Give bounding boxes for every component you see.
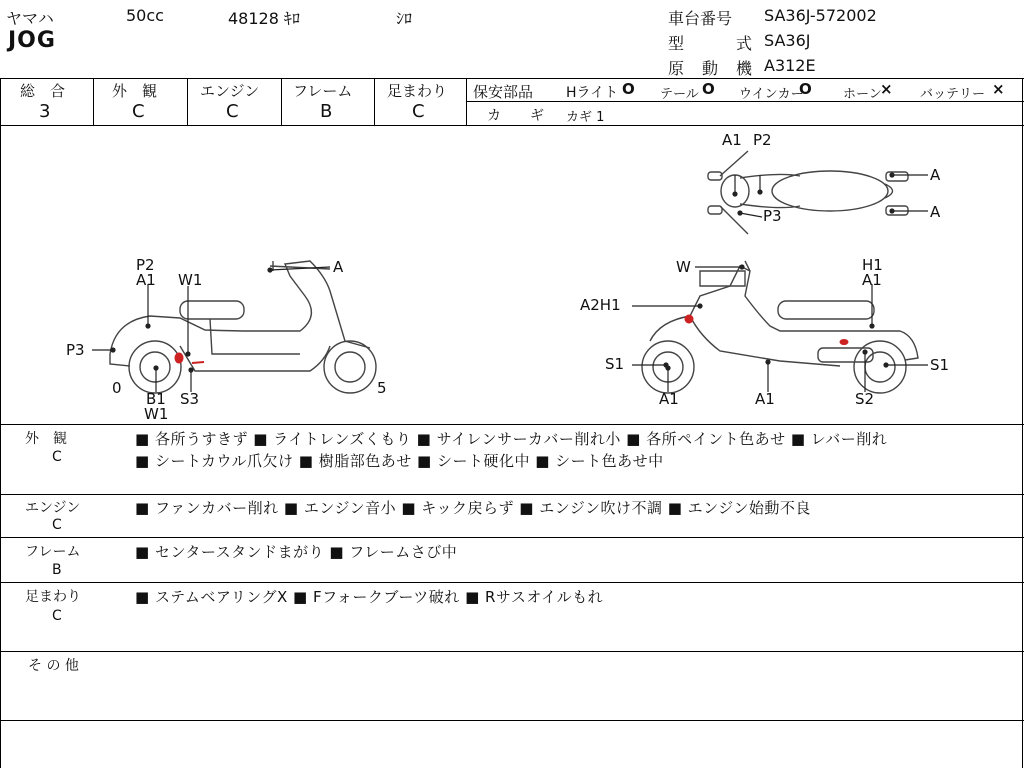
key-value: カギ 1 (566, 110, 605, 125)
safety-item-label: ウインカー (739, 87, 804, 102)
note-line: ■ ファンカバー削れ ■ エンジン音小 ■ キック戻らず ■ エンジン吹け不調 ■ エンジン始動不良 (135, 499, 811, 517)
model-name: JOG (8, 28, 56, 53)
section-label: フレーム (25, 544, 81, 560)
divider (0, 494, 1024, 495)
diagram-label: S3 (180, 390, 200, 408)
score-label: エンジン (200, 82, 260, 100)
section-grade: C (52, 517, 62, 533)
diagram-label: A1 (136, 271, 156, 289)
diagram-label: P2 (136, 256, 155, 274)
diagram-label: W1 (144, 405, 169, 423)
score-label: 外 観 (112, 82, 158, 100)
frame-no: SA36J-572002 (764, 6, 877, 25)
safety-item-label: バッテリー (920, 87, 986, 102)
score-value: B (320, 101, 333, 122)
score-label: 足まわり (387, 82, 448, 100)
safety-item-mark: O (622, 80, 635, 98)
safety-item-label: ホーン (843, 87, 882, 102)
diagram-label: A2H1 (580, 296, 621, 314)
score-value: 3 (39, 101, 51, 122)
type-label: 型 (668, 34, 685, 53)
safety-item-mark: × (992, 80, 1005, 98)
divider (0, 78, 1024, 79)
note-line: ■ 各所うすきず ■ ライトレンズくもり ■ サイレンサーカバー削れ小 ■ 各所ペイント色あせ ■ レバー削れ (135, 430, 888, 448)
score-label: フレーム (293, 82, 353, 100)
diagram-label: H1 (862, 256, 883, 274)
safety-item-label: Hライト (566, 85, 619, 101)
key-label: カ (487, 108, 501, 124)
score-value: C (412, 101, 425, 122)
divider (93, 78, 94, 125)
diagram-label: A (333, 258, 344, 276)
diagram-label: S1 (605, 355, 625, 373)
score-value: C (132, 101, 145, 122)
diagram-label: S1 (930, 356, 950, 374)
diagram-label: 5 (377, 379, 387, 397)
note-line: ■ シートカウル爪欠け ■ 樹脂部色あせ ■ シート硬化中 ■ シート色あせ中 (135, 452, 664, 470)
safety-item-mark: O (702, 80, 715, 98)
engine-label-2: 動 (702, 59, 719, 78)
diagram-label: A1 (755, 390, 775, 408)
safety-title: 保安部品 (473, 83, 534, 101)
diagram-label: W1 (178, 271, 203, 289)
section-label: 足まわり (25, 589, 81, 605)
safety-item-mark: × (880, 80, 893, 98)
displacement: 50cc (126, 6, 164, 25)
engine-label-1: 原 (668, 59, 685, 78)
engine-value: A312E (764, 56, 816, 75)
diagram-label: W (676, 258, 691, 276)
frame-no-label: 車台番号 (668, 9, 733, 28)
divider (0, 651, 1024, 652)
mileage: 48128 ｷﾛ (228, 9, 300, 28)
divider (187, 78, 188, 125)
diagram-label: 0 (112, 379, 122, 397)
damage-mark (840, 340, 848, 345)
damage-mark (175, 353, 183, 363)
section-grade: C (52, 608, 62, 624)
type-value: SA36J (764, 31, 811, 50)
scooter-top-view (708, 151, 908, 234)
note-line: ■ ステムベアリングX ■ Fフォークブーツ破れ ■ Rサスオイルもれ (135, 588, 604, 606)
diagram-label: A (930, 166, 941, 184)
divider (374, 78, 375, 125)
score-label: 総 合 (20, 82, 66, 100)
diagram-label: P3 (66, 341, 85, 359)
engine-label-3: 機 (736, 59, 753, 78)
divider (466, 78, 467, 125)
diagram-label: P3 (763, 207, 782, 225)
section-label: そ の 他 (28, 658, 79, 674)
section-label: エンジン (25, 500, 81, 516)
damage-mark (685, 315, 693, 323)
diagram-label: A1 (722, 131, 742, 149)
score-value: C (226, 101, 239, 122)
divider (0, 537, 1024, 538)
diagram-label: A1 (862, 271, 882, 289)
note-line: ■ センタースタンドまがり ■ フレームさび中 (135, 543, 458, 561)
section-label: 外 観 (25, 431, 67, 447)
key-label-2: ギ (530, 108, 544, 124)
color: ｼﾛ (396, 9, 413, 28)
type-label-2: 式 (736, 34, 753, 53)
diagram-label: S2 (855, 390, 875, 408)
divider (281, 78, 282, 125)
diagram-label: B1 (146, 390, 166, 408)
divider (0, 582, 1024, 583)
divider (0, 720, 1024, 721)
maker: ヤマハ (6, 9, 54, 28)
section-grade: C (52, 449, 62, 465)
section-grade: B (52, 562, 62, 578)
safety-item-mark: O (799, 80, 812, 98)
diagram-label: A1 (659, 390, 679, 408)
divider (0, 424, 1024, 425)
diagram-label: A (930, 203, 941, 221)
safety-item-label: テール (660, 87, 699, 102)
diagram-label: P2 (753, 131, 772, 149)
